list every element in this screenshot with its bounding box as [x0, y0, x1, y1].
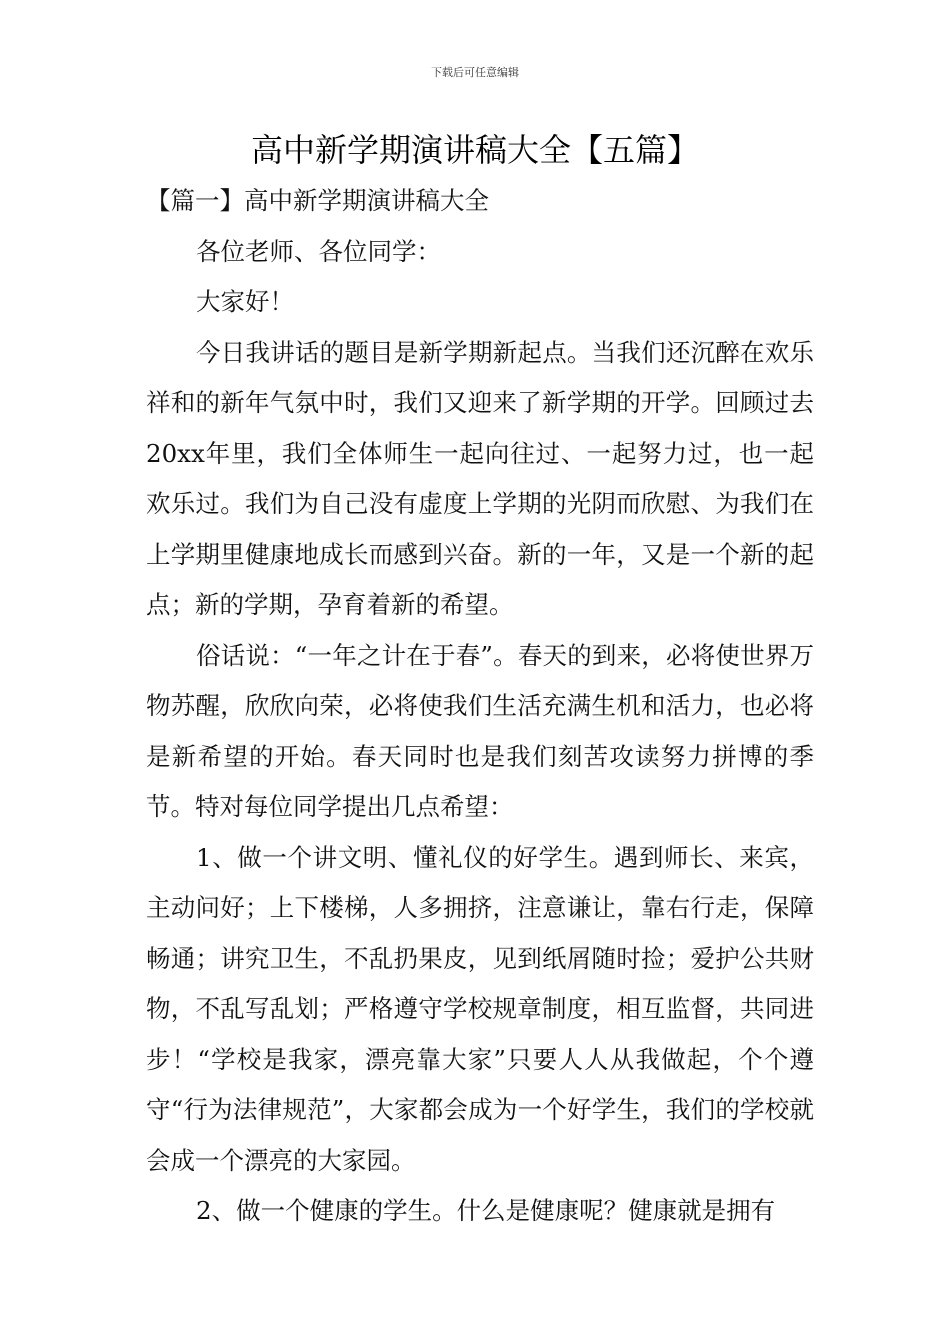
salutation: 各位老师、各位同学： — [196, 236, 441, 266]
document-body — [146, 176, 814, 1237]
header-note: 下载后可任意编辑 — [431, 66, 519, 79]
section-heading: 【篇一】高中新学期演讲稿大全 — [146, 186, 489, 215]
paragraph: 1、做一个讲文明、懂礼仪的好学生。遇到师长、来宾，主动问好；上下楼梯，人多拥挤，注意谦让，靠右行走，保障畅通；讲究卫生，不乱扔果皮，见到纸屑随时捡；爱护公共财物，不乱写乱划；严格遵守学校规章制度，相互监督，共同进步！“学校是我家，漂亮靠大家”只要人人从我做起，个个遵守“行为法律规范”，大家都会成为一个好学生，我们的学校就会成一个漂亮的大家园。 — [146, 842, 814, 1175]
paragraph: 2、做一个健康的学生。什么是健康呢？健康就是拥有 — [196, 1196, 776, 1225]
paragraph: 今日我讲话的题目是新学期新起点。当我们还沉醉在欢乐祥和的新年气氛中时，我们又迎来了新学期的开学。回顾过去20xx年里，我们全体师生一起向往过、一起努力过，也一起欢乐过。我们为自己没有虚度上学期的光阴而欣慰、为我们在上学期里健康地成长而感到兴奋。新的一年，又是一个新的起点；新的学期，孕育着新的希望。 — [146, 337, 814, 619]
paragraph: 俗话说：“一年之计在于春”。春天的到来，必将使世界万物苏醒，欣欣向荣，必将使我们生活充满生机和活力，也必将是新希望的开始。春天同时也是我们刻苦攻读努力拼博的季节。特对每位同学提出几点希望： — [146, 640, 814, 821]
greeting: 大家好！ — [196, 287, 294, 316]
document-title: 高中新学期演讲稿大全【五篇】 — [250, 131, 699, 169]
